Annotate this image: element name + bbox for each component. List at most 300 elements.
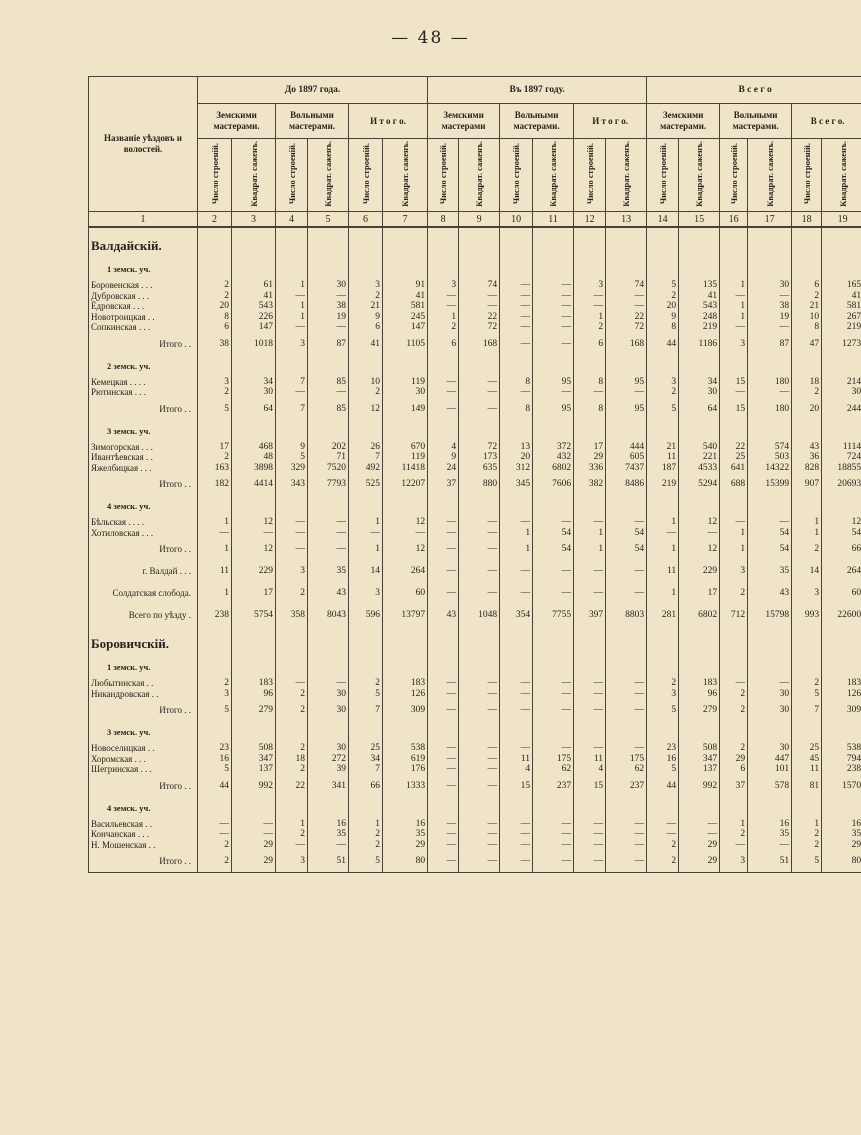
table-cell — [459, 797, 500, 819]
vertical-header-label: Квадрат. саженъ. — [548, 140, 559, 207]
table-cell: 64 — [232, 398, 276, 420]
table-cell — [308, 355, 349, 377]
table-cell: 525 — [349, 473, 383, 495]
table-cell: — — [308, 840, 349, 851]
table-cell: 3 — [276, 333, 308, 355]
table-cell: 1 — [500, 538, 533, 560]
table-cell: 214 — [822, 377, 861, 388]
table-cell — [500, 626, 533, 656]
table-cell: 238 — [198, 604, 232, 626]
table-cell: — — [574, 582, 606, 604]
table-cell: 347 — [232, 754, 276, 765]
table-cell: 119 — [383, 377, 428, 388]
column-number: 14 — [647, 212, 679, 228]
section-name: 3 земск. уч. — [89, 420, 198, 442]
table-cell — [232, 355, 276, 377]
subgroup-header: Земскими мастерами. — [647, 104, 720, 139]
table-cell — [720, 495, 748, 517]
table-cell: — — [428, 560, 459, 582]
vertical-header-label: Число строеній. — [511, 142, 522, 205]
column-number: 10 — [500, 212, 533, 228]
table-row — [89, 280, 861, 291]
table-cell: 17 — [574, 442, 606, 453]
table-cell: 2 — [349, 678, 383, 689]
table-cell: 12 — [349, 398, 383, 420]
row-label: г. Валдай . . . — [89, 560, 198, 582]
table-cell — [232, 420, 276, 442]
table-cell: 432 — [533, 452, 574, 463]
column-number: 15 — [679, 212, 720, 228]
table-cell — [383, 626, 428, 656]
table-cell: 64 — [679, 398, 720, 420]
table-row — [89, 322, 861, 333]
table-cell: — — [533, 322, 574, 333]
table-cell: 794 — [822, 754, 861, 765]
vertical-header-label: Число строеній. — [657, 142, 668, 205]
table-cell: 1 — [276, 301, 308, 312]
table-cell: 3 — [428, 280, 459, 291]
table-cell: 345 — [500, 473, 533, 495]
table-row — [89, 377, 861, 388]
table-cell: 80 — [822, 850, 861, 873]
table-cell: 2 — [720, 699, 748, 721]
table-cell: 354 — [500, 604, 533, 626]
table-cell: 2 — [198, 678, 232, 689]
square-sazhen-header — [606, 139, 647, 212]
table-cell: — — [606, 678, 647, 689]
table-cell: 87 — [748, 333, 792, 355]
table-cell: 22600 — [822, 604, 861, 626]
section-name: 3 земск. уч. — [89, 721, 198, 743]
table-cell: — — [459, 829, 500, 840]
table-cell: — — [606, 301, 647, 312]
table-cell: 5 — [647, 398, 679, 420]
table-cell: — — [574, 560, 606, 582]
table-cell — [500, 227, 533, 258]
table-cell: 1 — [574, 528, 606, 539]
table-cell: 30 — [748, 280, 792, 291]
table-cell: 1 — [720, 538, 748, 560]
table-cell: 3 — [349, 582, 383, 604]
table-cell: — — [198, 528, 232, 539]
table-cell: 540 — [679, 442, 720, 453]
table-cell: 101 — [748, 764, 792, 775]
table-cell: 574 — [748, 442, 792, 453]
table-cell — [428, 258, 459, 280]
table-cell: 619 — [383, 754, 428, 765]
table-cell: 907 — [792, 473, 822, 495]
table-cell: 219 — [822, 322, 861, 333]
table-cell: 54 — [748, 538, 792, 560]
table-cell: 992 — [232, 775, 276, 797]
table-cell: — — [459, 754, 500, 765]
vertical-header-label: Число строеній. — [360, 142, 371, 205]
table-cell: 85 — [308, 377, 349, 388]
table-row — [89, 452, 861, 463]
group-header: В с е г о — [647, 77, 861, 104]
table-cell: 2 — [720, 829, 748, 840]
vertical-header-label: Квадрат. саженъ. — [621, 140, 632, 207]
table-cell: 248 — [679, 312, 720, 323]
table-cell — [349, 420, 383, 442]
table-cell: 2 — [349, 829, 383, 840]
table-cell: 43 — [792, 442, 822, 453]
table-cell: 62 — [606, 764, 647, 775]
vertical-header-label: Число строеній. — [438, 142, 449, 205]
table-cell — [500, 721, 533, 743]
buildings-count-header — [428, 139, 459, 212]
table-cell — [232, 626, 276, 656]
table-cell — [198, 797, 232, 819]
table-cell: 15 — [720, 377, 748, 388]
table-cell: 3 — [647, 377, 679, 388]
table-cell — [679, 227, 720, 258]
table-cell: 12 — [383, 517, 428, 528]
table-cell: 54 — [606, 538, 647, 560]
row-label: Новоселицкая . . — [89, 743, 198, 754]
table-cell: 12 — [232, 517, 276, 528]
district-heading-row — [89, 227, 861, 258]
table-cell: 8803 — [606, 604, 647, 626]
table-cell: 23 — [198, 743, 232, 754]
table-cell: 5 — [198, 764, 232, 775]
table-cell: 3 — [720, 560, 748, 582]
table-cell — [792, 355, 822, 377]
table-cell: — — [428, 689, 459, 700]
table-cell: 183 — [679, 678, 720, 689]
statistics-table — [88, 76, 861, 873]
table-cell: 25 — [349, 743, 383, 754]
table-cell — [647, 420, 679, 442]
table-cell — [574, 355, 606, 377]
table-cell: 1273 — [822, 333, 861, 355]
table-cell — [792, 258, 822, 280]
table-cell: 11 — [792, 764, 822, 775]
table-cell — [308, 656, 349, 678]
table-cell: 12207 — [383, 473, 428, 495]
table-cell — [533, 355, 574, 377]
total-row — [89, 538, 861, 560]
table-cell: 543 — [679, 301, 720, 312]
table-cell: 6 — [349, 322, 383, 333]
table-cell — [822, 721, 861, 743]
table-cell: 11 — [647, 560, 679, 582]
table-cell: — — [533, 312, 574, 323]
table-cell: 54 — [822, 528, 861, 539]
table-cell: — — [428, 291, 459, 302]
section-heading-row — [89, 258, 861, 280]
table-cell: — — [533, 850, 574, 873]
table-cell: 1 — [574, 538, 606, 560]
table-cell: 1 — [647, 538, 679, 560]
table-cell: — — [606, 829, 647, 840]
table-cell: 1105 — [383, 333, 428, 355]
table-cell: 581 — [822, 301, 861, 312]
table-cell: — — [276, 387, 308, 398]
row-label: Итого . . — [89, 699, 198, 721]
table-row — [89, 840, 861, 851]
table-cell: 95 — [533, 398, 574, 420]
table-cell: — — [459, 819, 500, 830]
table-cell: — — [748, 291, 792, 302]
table-cell: 1018 — [232, 333, 276, 355]
table-cell: 543 — [232, 301, 276, 312]
table-cell — [198, 258, 232, 280]
table-cell: 8 — [500, 377, 533, 388]
table-cell: 74 — [459, 280, 500, 291]
table-cell: 22 — [606, 312, 647, 323]
row-label: Дубровская . . . — [89, 291, 198, 302]
table-cell: 13797 — [383, 604, 428, 626]
table-cell: 14322 — [748, 463, 792, 474]
table-cell: — — [308, 528, 349, 539]
table-cell: 2 — [198, 850, 232, 873]
table-cell: — — [606, 850, 647, 873]
table-row — [89, 528, 861, 539]
table-cell — [533, 721, 574, 743]
table-cell: 5 — [349, 850, 383, 873]
table-cell: 126 — [822, 689, 861, 700]
row-label: Любытинская . . — [89, 678, 198, 689]
table-cell — [647, 721, 679, 743]
table-cell: — — [428, 775, 459, 797]
table-cell — [459, 355, 500, 377]
table-cell: 180 — [748, 398, 792, 420]
table-cell: — — [276, 538, 308, 560]
district-name: Валдайскій. — [89, 227, 198, 258]
table-cell: — — [459, 775, 500, 797]
table-cell: — — [308, 517, 349, 528]
table-cell — [792, 656, 822, 678]
table-cell: 3 — [198, 689, 232, 700]
table-cell: 60 — [822, 582, 861, 604]
table-cell: 5 — [647, 280, 679, 291]
table-cell: — — [428, 538, 459, 560]
table-cell: 16 — [308, 819, 349, 830]
table-row — [89, 819, 861, 830]
table-cell: 54 — [533, 528, 574, 539]
table-cell: 38 — [308, 301, 349, 312]
table-cell: 3 — [276, 850, 308, 873]
table-cell: 309 — [822, 699, 861, 721]
table-cell: 6802 — [679, 604, 720, 626]
table-cell: — — [748, 840, 792, 851]
table-cell: 11 — [198, 560, 232, 582]
table-cell: — — [459, 850, 500, 873]
table-cell: 54 — [748, 528, 792, 539]
table-cell: 329 — [276, 463, 308, 474]
table-cell: — — [459, 291, 500, 302]
column-number: 16 — [720, 212, 748, 228]
table-cell: 18 — [792, 377, 822, 388]
table-cell: 2 — [792, 678, 822, 689]
table-cell — [574, 656, 606, 678]
table-cell: 51 — [748, 850, 792, 873]
column-number: 1 — [89, 212, 198, 228]
table-cell — [574, 495, 606, 517]
table-cell: 279 — [679, 699, 720, 721]
table-cell: 1 — [574, 312, 606, 323]
table-cell: 1 — [276, 280, 308, 291]
table-cell: — — [500, 291, 533, 302]
table-cell — [748, 721, 792, 743]
table-cell: 26 — [349, 442, 383, 453]
table-cell: 66 — [822, 538, 861, 560]
table-cell: 15798 — [748, 604, 792, 626]
table-cell — [428, 626, 459, 656]
table-cell: 175 — [533, 754, 574, 765]
vertical-header-label: Квадрат. саженъ. — [837, 140, 848, 207]
row-label: Ёдровская . . . — [89, 301, 198, 312]
table-cell: 35 — [748, 829, 792, 840]
table-cell — [232, 495, 276, 517]
table-cell: 10 — [349, 377, 383, 388]
table-cell: 30 — [679, 387, 720, 398]
table-cell: 2 — [276, 699, 308, 721]
table-cell — [606, 797, 647, 819]
table-cell: 272 — [308, 754, 349, 765]
table-cell: — — [606, 582, 647, 604]
table-cell — [500, 656, 533, 678]
table-cell: — — [428, 528, 459, 539]
table-cell: 30 — [308, 699, 349, 721]
table-cell — [198, 721, 232, 743]
table-cell: 992 — [679, 775, 720, 797]
table-cell: — — [606, 819, 647, 830]
buildings-count-header — [574, 139, 606, 212]
table-cell: 6 — [428, 333, 459, 355]
table-cell: 14 — [792, 560, 822, 582]
table-cell: 1570 — [822, 775, 861, 797]
vertical-header-label: Число строеній. — [801, 142, 812, 205]
table-cell: — — [232, 829, 276, 840]
table-cell: — — [606, 743, 647, 754]
table-cell: — — [606, 560, 647, 582]
column-number: 2 — [198, 212, 232, 228]
table-cell: 309 — [383, 699, 428, 721]
buildings-count-header — [198, 139, 232, 212]
table-cell: 20 — [792, 398, 822, 420]
table-cell: — — [459, 387, 500, 398]
table-cell — [198, 227, 232, 258]
table-cell: 30 — [822, 387, 861, 398]
column-number: 3 — [232, 212, 276, 228]
table-cell: 1 — [276, 819, 308, 830]
table-cell: — — [533, 291, 574, 302]
table-cell — [428, 355, 459, 377]
column-number: 5 — [308, 212, 349, 228]
table-cell: — — [500, 387, 533, 398]
table-cell: — — [500, 699, 533, 721]
section-name: 2 земск. уч. — [89, 355, 198, 377]
table-cell: — — [428, 398, 459, 420]
table-cell — [533, 258, 574, 280]
table-cell — [533, 227, 574, 258]
table-cell: 4 — [428, 442, 459, 453]
table-cell — [606, 420, 647, 442]
table-cell: 22 — [459, 312, 500, 323]
table-cell: 581 — [383, 301, 428, 312]
table-cell: 2 — [349, 840, 383, 851]
table-row — [89, 517, 861, 528]
table-cell: 993 — [792, 604, 822, 626]
table-cell — [198, 420, 232, 442]
table-cell: — — [574, 291, 606, 302]
table-cell: 35 — [748, 560, 792, 582]
table-cell: 168 — [606, 333, 647, 355]
table-cell: 43 — [428, 604, 459, 626]
table-cell — [383, 355, 428, 377]
vertical-header-label: Квадрат. саженъ. — [400, 140, 411, 207]
table-cell — [606, 495, 647, 517]
table-cell — [679, 355, 720, 377]
vertical-header-label: Квадрат. саженъ. — [248, 140, 259, 207]
table-cell: 6 — [198, 322, 232, 333]
table-cell: 5 — [647, 699, 679, 721]
table-cell: 2 — [276, 743, 308, 754]
table-cell: 12 — [679, 517, 720, 528]
table-cell — [679, 797, 720, 819]
table-cell: 245 — [383, 312, 428, 323]
row-label: Бѣльская . . . . — [89, 517, 198, 528]
table-cell: 9 — [428, 452, 459, 463]
row-label: Никандровская . . — [89, 689, 198, 700]
table-cell: 29 — [232, 840, 276, 851]
table-cell: — — [349, 528, 383, 539]
table-cell — [276, 797, 308, 819]
table-cell — [308, 626, 349, 656]
table-cell: 2 — [720, 689, 748, 700]
table-cell: 5 — [792, 850, 822, 873]
table-cell: — — [500, 517, 533, 528]
subgroup-header: Вольными мастерами. — [720, 104, 792, 139]
table-cell: 724 — [822, 452, 861, 463]
table-cell: — — [459, 743, 500, 754]
table-cell: — — [500, 743, 533, 754]
table-cell: 7793 — [308, 473, 349, 495]
table-cell — [792, 626, 822, 656]
table-cell — [198, 355, 232, 377]
table-cell — [459, 227, 500, 258]
section-name: 1 земск. уч. — [89, 656, 198, 678]
table-cell: — — [428, 699, 459, 721]
table-cell — [748, 258, 792, 280]
table-cell: 688 — [720, 473, 748, 495]
table-cell — [232, 721, 276, 743]
table-cell — [276, 656, 308, 678]
row-label: Рютинская . . . — [89, 387, 198, 398]
table-cell: 7 — [349, 764, 383, 775]
table-cell: 5754 — [232, 604, 276, 626]
table-cell: 12 — [232, 538, 276, 560]
table-cell: 2 — [276, 689, 308, 700]
table-cell: — — [606, 840, 647, 851]
table-cell: 221 — [679, 452, 720, 463]
table-cell: 1 — [198, 582, 232, 604]
table-cell: 8 — [647, 322, 679, 333]
table-cell — [679, 721, 720, 743]
table-cell: 1 — [349, 538, 383, 560]
table-cell: 1333 — [383, 775, 428, 797]
table-cell — [349, 656, 383, 678]
table-cell: 39 — [308, 764, 349, 775]
table-cell — [276, 721, 308, 743]
table-cell — [822, 797, 861, 819]
table-cell: — — [574, 819, 606, 830]
table-cell: 21 — [792, 301, 822, 312]
table-cell: 34 — [232, 377, 276, 388]
table-cell: 54 — [606, 528, 647, 539]
